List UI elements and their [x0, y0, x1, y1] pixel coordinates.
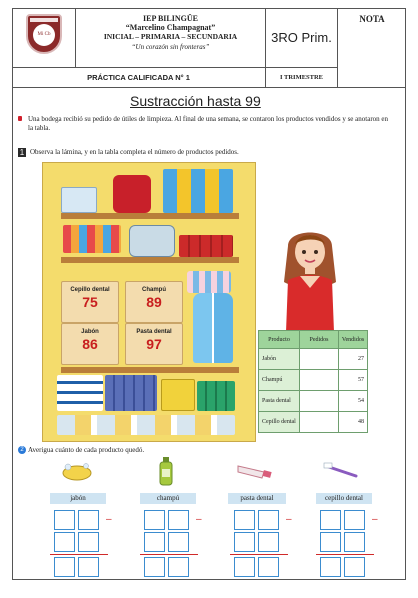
bottom-products [57, 415, 235, 435]
minus-sign: – [286, 514, 292, 525]
cell-pedidos[interactable] [300, 391, 339, 412]
digit-box[interactable] [258, 532, 279, 552]
minus-sign: – [196, 514, 202, 525]
cell-pedidos[interactable] [300, 349, 339, 370]
page-title: Sustracción hasta 99 [130, 93, 261, 109]
subtraction-grid-pasta-dental [234, 510, 282, 580]
cell-vendidos: 27 [339, 349, 368, 370]
subtraction-grid-jabon [54, 510, 102, 580]
bullet-icon [18, 116, 22, 121]
box-champu: Champú 89 [125, 281, 183, 323]
paint-cans [113, 175, 151, 213]
exercise-label-cepillo-dental: cepillo dental [316, 493, 372, 504]
digit-box[interactable] [320, 532, 341, 552]
logo-emblem: Mi Cb [33, 24, 55, 46]
school-line2: “Marcelino Champagnat” [125, 23, 216, 32]
digit-box[interactable] [234, 532, 255, 552]
digit-box[interactable] [234, 557, 255, 577]
box-pasta-dental: Pasta dental 97 [125, 323, 183, 365]
minus-sign: – [372, 514, 378, 525]
term-label: I TRIMESTRE [266, 68, 338, 88]
school-motto: “Un corazón sin fronteras” [131, 43, 210, 51]
result-line [50, 554, 108, 555]
question1-number: 1 [19, 148, 25, 157]
digit-box[interactable] [54, 510, 75, 530]
school-line3: INICIAL – PRIMARIA – SECUNDARIA [103, 32, 238, 41]
grade-label: 3RO Prim. [266, 8, 338, 68]
green-bottles [197, 381, 235, 411]
digit-box[interactable] [320, 510, 341, 530]
cell-pedidos[interactable] [300, 412, 339, 433]
cell-vendidos: 54 [339, 391, 368, 412]
table-header: Vendidos [339, 331, 368, 349]
school-logo [26, 14, 62, 54]
shampoo-icon [158, 456, 174, 486]
digit-box[interactable] [78, 532, 99, 552]
digit-box[interactable] [168, 532, 189, 552]
toothpaste-boxes [57, 375, 103, 411]
shelf-illustration [42, 162, 256, 442]
digit-box[interactable] [320, 557, 341, 577]
digit-box[interactable] [78, 557, 99, 577]
table-row [259, 370, 368, 391]
digit-box[interactable] [144, 510, 165, 530]
nota-label: NOTA [338, 8, 406, 88]
glass-jars [129, 225, 175, 257]
shelf-board-3 [61, 367, 239, 373]
table-header-row [259, 331, 368, 349]
cleaner-bottles [105, 375, 157, 411]
digit-box[interactable] [344, 510, 365, 530]
toothbrush-icon [322, 462, 362, 480]
digit-box[interactable] [168, 557, 189, 577]
cell-producto: Champú [259, 370, 300, 391]
table-header: Producto [259, 331, 300, 349]
subtraction-grid-cepillo-dental [320, 510, 368, 580]
digit-box[interactable] [344, 532, 365, 552]
small-jars [187, 271, 231, 293]
subtraction-grid-champu [144, 510, 192, 580]
box-cepillo-dental: Cepillo dental 75 [61, 281, 119, 323]
cell-producto: Jabón [259, 349, 300, 370]
digit-box[interactable] [54, 557, 75, 577]
logo-cell [12, 8, 76, 68]
logo-band [30, 18, 58, 22]
table-row [259, 349, 368, 370]
digit-box[interactable] [78, 510, 99, 530]
digit-box[interactable] [344, 557, 365, 577]
table-row [259, 391, 368, 412]
exam-title: PRÁCTICA CALIFICADA N° 1 [12, 68, 266, 88]
soap-packs [161, 379, 195, 411]
digit-box[interactable] [54, 532, 75, 552]
box-jabon: Jabón 86 [61, 323, 119, 365]
shelf-board-1 [61, 213, 239, 219]
toothpaste-icon [236, 462, 276, 480]
shelf-board-2 [61, 257, 239, 263]
digit-box[interactable] [168, 510, 189, 530]
cell-vendidos: 48 [339, 412, 368, 433]
school-info [76, 8, 266, 68]
cell-vendidos: 57 [339, 370, 368, 391]
question2-number: 2 [18, 446, 26, 454]
table-row [259, 412, 368, 433]
exam-header [12, 8, 406, 88]
result-line [230, 554, 288, 555]
exercise-label-champu: champú [140, 493, 196, 504]
table-header: Pedidos [300, 331, 339, 349]
result-line [140, 554, 198, 555]
question2-text: Averigua cuánto de cada producto quedó. [28, 446, 145, 454]
school-line1: IEP BILINGÜE [143, 14, 198, 23]
minus-sign: – [106, 514, 112, 525]
cell-producto: Pasta dental [259, 391, 300, 412]
digit-box[interactable] [258, 557, 279, 577]
detergent-boxes [61, 187, 97, 213]
digit-box[interactable] [144, 532, 165, 552]
digit-box[interactable] [258, 510, 279, 530]
digit-box[interactable] [144, 557, 165, 577]
exercise-label-pasta-dental: pasta dental [228, 493, 286, 504]
exercise-label-jabon: jabón [50, 493, 106, 504]
digit-box[interactable] [234, 510, 255, 530]
question1-text: Observa la lámina, y en la tabla completa el número de productos pedidos. [30, 148, 239, 156]
spray-bottles [163, 169, 233, 213]
cell-producto: Cepillo dental [259, 412, 300, 433]
sponges [63, 225, 121, 253]
products-table [258, 330, 368, 433]
soap-icon [60, 462, 94, 482]
intro-text: Una bodega recibió su pedido de útiles de limpieza. Al final de una semana, se contaron los productos vendidos y se anotaron en la tabla. [28, 115, 389, 132]
result-line [316, 554, 374, 555]
cell-pedidos[interactable] [300, 370, 339, 391]
girl-illustration [270, 222, 350, 332]
red-bottles [179, 235, 233, 257]
water-bottles [193, 293, 233, 363]
